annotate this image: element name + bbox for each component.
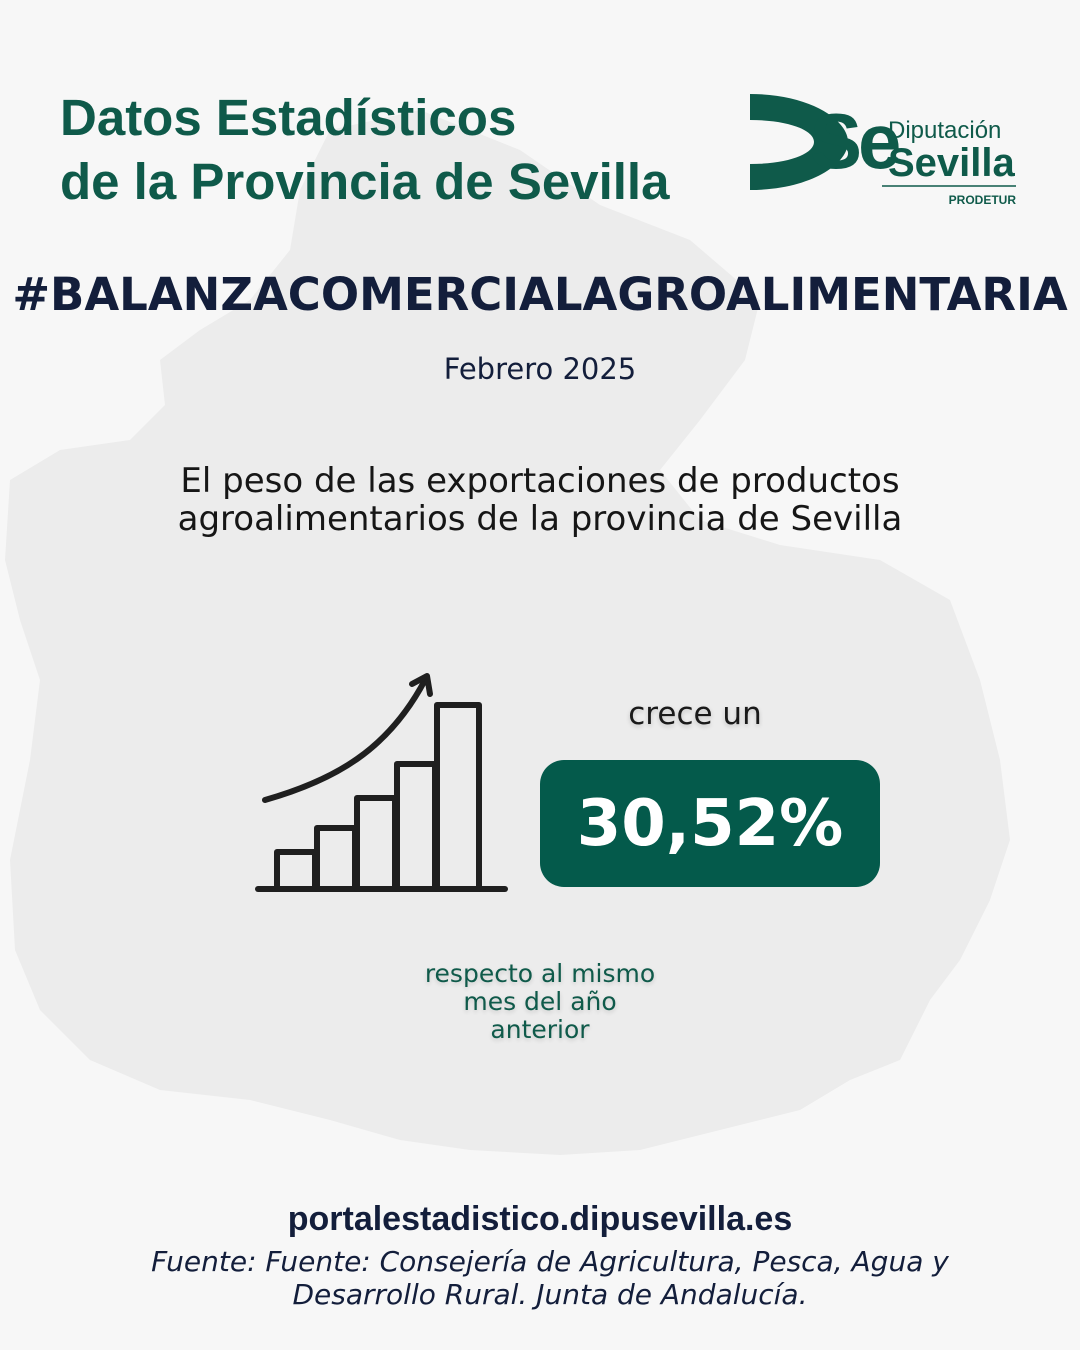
comparison-note <box>340 960 740 1044</box>
growth-bar-chart-icon <box>250 660 515 900</box>
note-line-3: anterior <box>490 1015 590 1044</box>
svg-text:Se: Se <box>810 97 898 185</box>
source-citation <box>100 1245 1000 1311</box>
website-link[interactable]: portalestadistico.dipusevilla.es <box>287 1200 793 1238</box>
logo-line-prodetur: PRODETUR <box>948 193 1016 207</box>
growth-value: 30,52% <box>576 786 844 861</box>
description-line-1: El peso de las exportaciones de productos <box>180 461 900 501</box>
title-line-1: Datos Estadísticos <box>60 89 517 146</box>
note-line-2: mes del año <box>463 987 617 1016</box>
indicator-description <box>100 462 980 538</box>
hashtag-heading: #BALANZACOMERCIALAGROALIMENTARIA <box>12 268 1068 321</box>
description-line-2: agroalimentarios de la provincia de Sevilla <box>177 499 903 539</box>
logo-line-sevilla: Sevilla <box>888 141 1015 185</box>
source-line-1: Fuente: Fuente: Consejería de Agricultura, Pesca, Agua y <box>151 1245 949 1278</box>
source-line-2: Desarrollo Rural. Junta de Andalucía. <box>292 1278 808 1311</box>
page-title <box>60 86 669 214</box>
logo-mark-icon <box>750 94 899 190</box>
note-line-1: respecto al mismo <box>424 959 656 988</box>
diputacion-sevilla-logo <box>748 92 1020 212</box>
logo-line-diputacion: Diputación <box>888 117 1002 144</box>
period-date: Febrero 2025 <box>443 352 637 386</box>
growth-label: crece un <box>628 696 762 732</box>
growth-value-badge <box>540 760 880 887</box>
title-line-2: de la Provincia de Sevilla <box>60 153 670 210</box>
